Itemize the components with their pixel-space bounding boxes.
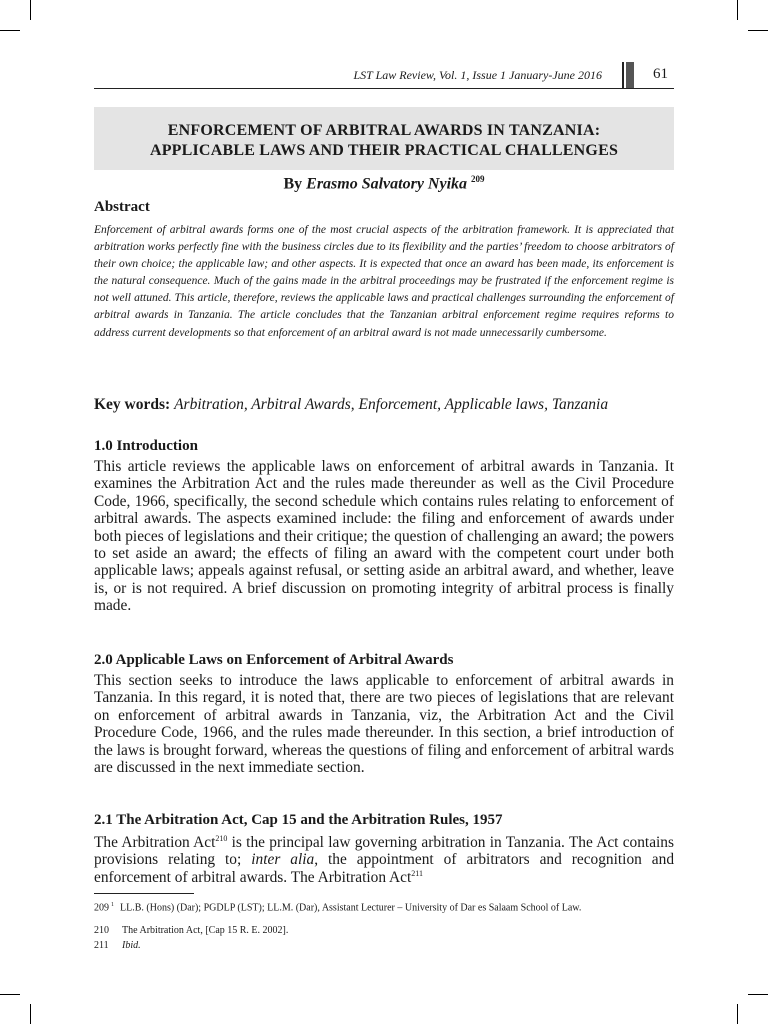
inter-alia: inter alia <box>251 851 315 869</box>
arbitration-act-paragraph <box>94 834 674 886</box>
arbitration-act-text-2: is the principal law governing arbitration in Tanzania. The Act contains provisions relating to; <box>94 834 674 869</box>
header-divider-thick <box>626 62 634 88</box>
author-footnote-ref: 209 <box>471 174 485 184</box>
title-line-1: ENFORCEMENT OF ARBITRAL AWARDS IN TANZANIA: <box>167 122 601 139</box>
crop-mark-bl-v <box>30 1004 31 1024</box>
keywords-label: Key words: <box>94 396 171 413</box>
introduction-paragraph: This article reviews the applicable laws on enforcement of arbitral awards in Tanzania. It examines the Arbitration Act and the rules made thereunder as well as the Civil Procedure Code, 1966, specifically, the second schedule which contains rules relating to enforcement of arbitral awards. The aspects examined include: the filing and enforcement of awards under both pieces of legislations and their critique; the question of challenging an award; the powers to set aside an award; the effects of filing an award with the competent court under both applicable laws; appeals against refusal, or setting aside an arbitral award, and whether, leave is, or is not required. A brief discussion on promoting integrity of arbitral process is finally made. <box>94 458 674 615</box>
abstract-heading: Abstract <box>94 199 150 215</box>
footnote-211-number: 211 <box>94 940 109 951</box>
byline-prefix: By <box>283 175 303 193</box>
footnote-209-text: LL.B. (Hons) (Dar); PGDLP (LST); LL.M. (Dar), Assistant Lecturer – University of Dar es Salaam School of Law. <box>120 902 582 914</box>
journal-citation: LST Law Review, Vol. 1, Issue 1 January-June 2016 <box>353 68 602 82</box>
crop-mark-bl-h <box>0 994 20 995</box>
crop-mark-br-v <box>737 1004 738 1024</box>
footnote-211-text: Ibid. <box>122 940 141 951</box>
footnote-209 <box>94 900 674 913</box>
footnote-rule <box>94 893 194 894</box>
abstract-text: Enforcement of arbitral awards forms one of the most crucial aspects of the arbitration framework. It is appreciated that arbitration works perfectly fine with the business circles due to its flexibility and the parties’ freedom to choose arbitrators of their own choice; the applicable law; and other aspects. It is expected that once an award has been made, its enforcement is the natural consequence. Much of the gains made in the arbitral proceedings may be frustrated if the enforcement regime is not well attuned. This article, therefore, reviews the applicable laws and practical challenges surrounding the enforcement of arbitral awards in Tanzania. The article concludes that the Tanzanian arbitral enforcement regime requires reforms to address current developments so that enforcement of an arbitral award is not made unnecessarily cumbersome. <box>94 224 674 339</box>
crop-mark-br-h <box>748 994 768 995</box>
footnote-209-number: 209 <box>94 902 109 914</box>
footnote-210-number: 210 <box>94 925 109 936</box>
keywords <box>94 396 676 414</box>
section-heading-arbitration-act: 2.1 The Arbitration Act, Cap 15 and the Arbitration Rules, 1957 <box>94 812 503 828</box>
header-divider-thin <box>622 62 624 88</box>
crop-mark-tr-h <box>748 30 768 31</box>
title-line-2: APPLICABLE LAWS AND THEIR PRACTICAL CHALLENGES <box>149 142 619 159</box>
author-name: Erasmo Salvatory Nyika <box>306 175 468 193</box>
arbitration-act-text-3: , the appointment of arbitrators and recognition and enforcement of arbitral awards. The Arbitration Act <box>94 851 675 886</box>
running-header <box>94 62 674 89</box>
footnote-ref-211: 211 <box>411 868 423 878</box>
applicable-laws-paragraph: This section seeks to introduce the laws applicable to enforcement of arbitral awards in Tanzania. In this regard, it is noted that, there are two pieces of legislations that are relevant on enforcement of arbitral awards in Tanzania, viz, the Arbitration Act and the Civil Procedure Code, 1966, and the rules made thereunder. In this section, a brief introduction of the laws is brought forward, whereas the questions of filing and enforcement of arbitral wards are discussed in the next immediate section. <box>94 672 674 777</box>
crop-mark-tr-v <box>737 0 738 20</box>
footnote-210 <box>94 925 674 936</box>
crop-mark-tl-v <box>30 0 31 20</box>
footnote-210-text: The Arbitration Act, [Cap 15 R. E. 2002]. <box>122 925 289 936</box>
footnote-211 <box>94 940 674 951</box>
article-title-box <box>94 107 674 170</box>
arbitration-act-text-1: The Arbitration Act <box>94 834 216 851</box>
byline <box>94 174 674 193</box>
page-number: 61 <box>653 66 668 82</box>
crop-mark-tl-h <box>0 30 20 31</box>
section-heading-applicable-laws: 2.0 Applicable Laws on Enforcement of Arbitral Awards <box>94 652 454 668</box>
footnote-209-sup: 1 <box>111 902 114 908</box>
footnote-ref-210: 210 <box>215 833 228 843</box>
keywords-value: Arbitration, Arbitral Awards, Enforcement, Applicable laws, Tanzania <box>174 396 609 413</box>
section-heading-introduction: 1.0 Introduction <box>94 438 198 454</box>
